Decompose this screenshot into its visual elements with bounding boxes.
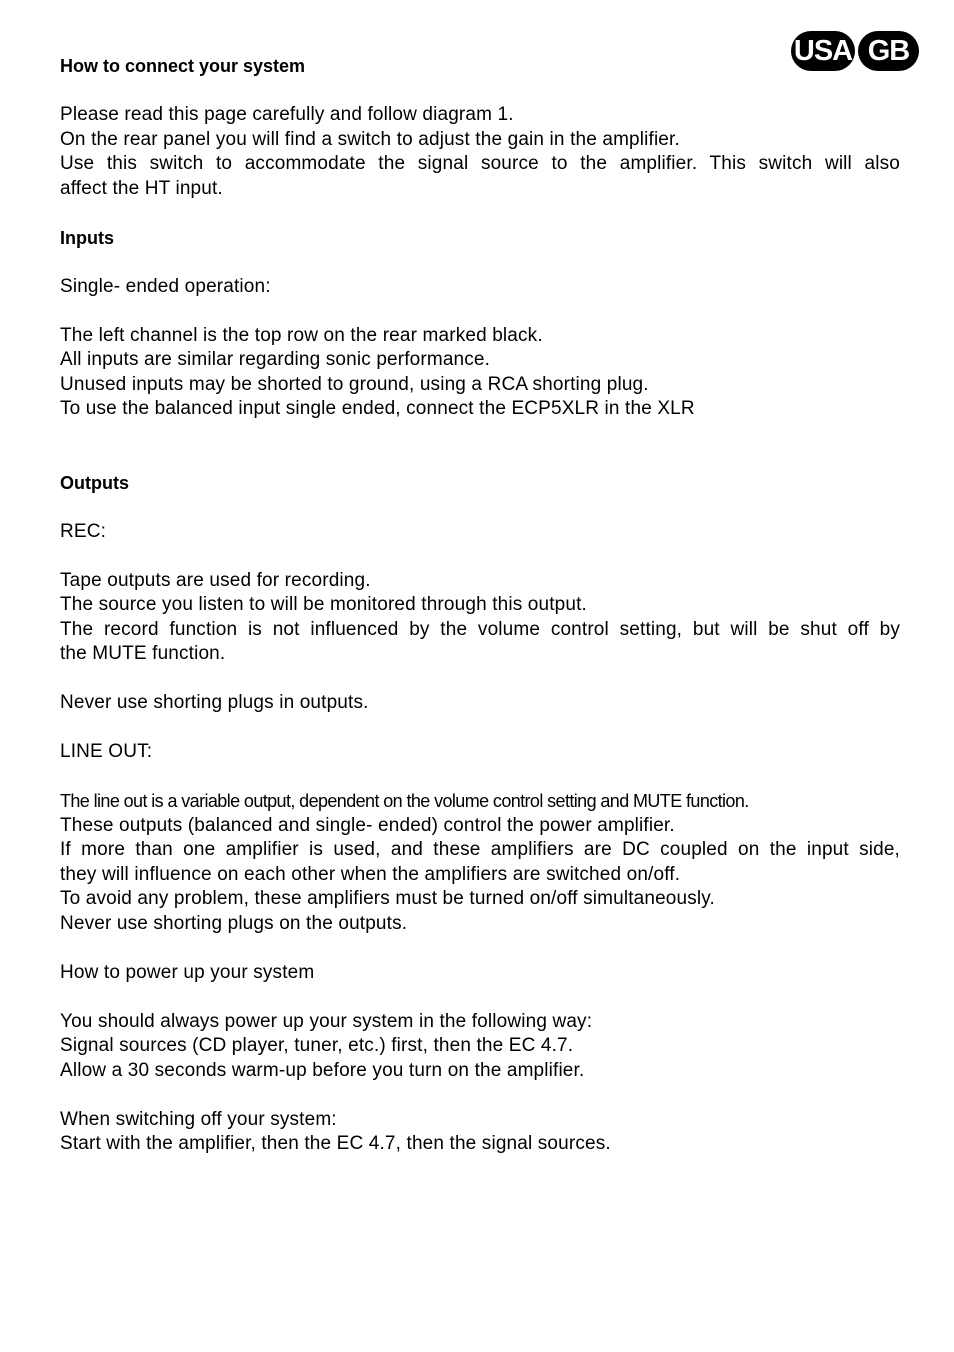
power-off-line: Start with the amplifier, then the EC 4.7, then the signal sources. xyxy=(60,1133,611,1154)
power-line: Allow a 30 seconds warm-up before you turn on the amplifier. xyxy=(60,1059,585,1081)
line-out-line: they will influence on each other when the amplifiers are switched on/off. xyxy=(60,863,681,885)
manual-page xyxy=(60,54,900,1157)
line-out-line: These outputs (balanced and single- ended) control the power amplifier. xyxy=(60,814,675,836)
inputs-line: The left channel is the top row on the rear marked black. xyxy=(60,324,543,346)
line-out-line: To avoid any problem, these amplifiers must be turned on/off simultaneously. xyxy=(60,888,715,909)
connect-line: On the rear panel you will find a switch to adjust the gain in the amplifier. xyxy=(60,128,680,150)
line-out-line: The line out is a variable output, dependent on the volume control setting and MUTE function. xyxy=(60,791,749,811)
connect-line: affect the HT input. xyxy=(60,177,223,199)
inputs-heading: Inputs xyxy=(60,227,114,248)
power-line: Signal sources (CD player, tuner, etc.) first, then the EC 4.7. xyxy=(60,1035,574,1056)
rec-line: the MUTE function. xyxy=(60,643,226,664)
rec-line: Tape outputs are used for recording. xyxy=(60,569,371,591)
line-out-line: Never use shorting plugs on the outputs. xyxy=(60,912,408,934)
connect-heading: How to connect your system xyxy=(60,56,306,76)
inputs-subheading: Single- ended operation: xyxy=(60,275,271,297)
power-off-line: When switching off your system: xyxy=(60,1108,337,1130)
connect-line: Use this switch to accommodate the signal source to the amplifier. This switch will also xyxy=(60,153,900,174)
line-out-line: If more than one amplifier is used, and these amplifiers are DC coupled on the input side, xyxy=(60,839,900,860)
rec-line: The source you listen to will be monitored through this output. xyxy=(60,594,587,615)
line-out-label: LINE OUT: xyxy=(60,741,153,762)
gb-language-badge: GB xyxy=(858,31,919,71)
rec-line: The record function is not influenced by the volume control setting, but will be shut off by xyxy=(60,618,900,640)
power-heading: How to power up your system xyxy=(60,961,315,983)
inputs-line: To use the balanced input single ended, connect the ECP5XLR in the XLR xyxy=(60,398,695,419)
outputs-heading: Outputs xyxy=(60,472,129,493)
inputs-line: Unused inputs may be shorted to ground, using a RCA shorting plug. xyxy=(60,373,649,395)
connect-line: Please read this page carefully and follow diagram 1. xyxy=(60,104,514,125)
inputs-line: All inputs are similar regarding sonic performance. xyxy=(60,349,491,370)
rec-note: Never use shorting plugs in outputs. xyxy=(60,692,369,713)
usa-language-badge: USA xyxy=(791,31,855,71)
power-line: You should always power up your system in the following way: xyxy=(60,1010,593,1032)
rec-label: REC: xyxy=(60,520,106,542)
